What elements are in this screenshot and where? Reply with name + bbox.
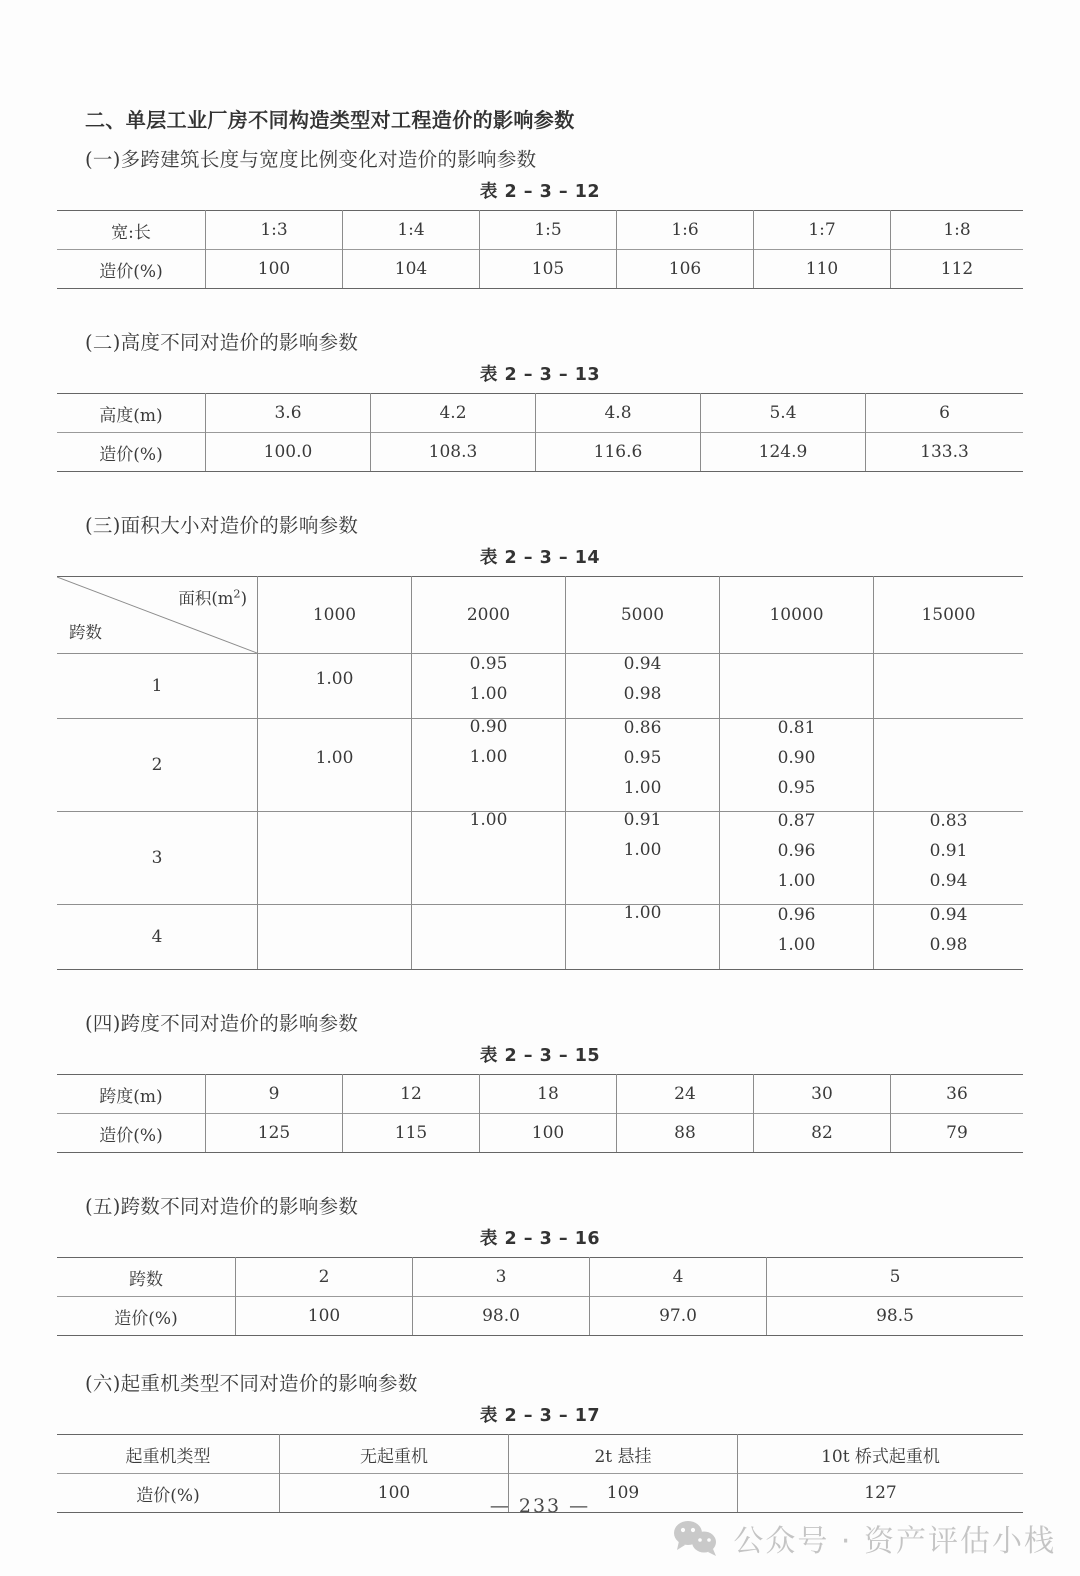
- data-cell: 0.81 0.90 0.95: [720, 719, 874, 812]
- data-cell: [258, 812, 412, 905]
- spacer: [57, 970, 1023, 1008]
- header-cell: 1:3: [206, 211, 343, 250]
- data-cell: 98.5: [767, 1297, 1024, 1336]
- data-cell: 109: [509, 1474, 738, 1513]
- header-cell: 5000: [566, 577, 720, 654]
- section-six-subheading: (六)起重机类型不同对造价的影响参数: [85, 1372, 418, 1395]
- diagonal-header-bottom: 跨数: [69, 623, 102, 642]
- table-row: [57, 1435, 1023, 1474]
- table-2-3-16: [57, 1257, 1023, 1336]
- table-row: [57, 654, 1023, 719]
- data-cell: 115: [343, 1114, 480, 1153]
- data-cell: 0.83 0.91 0.94: [874, 812, 1024, 905]
- table-row: [57, 1114, 1023, 1153]
- data-cell: 1.00: [258, 719, 412, 812]
- section-three: [57, 510, 1023, 970]
- table-row: [57, 1075, 1023, 1114]
- header-cell: 5.4: [701, 394, 866, 433]
- section-five: [57, 1191, 1023, 1336]
- diagonal-header-cell: [57, 577, 258, 654]
- data-cell: 106: [617, 250, 754, 289]
- data-cell: 0.96 1.00: [720, 905, 874, 970]
- table-2-3-12: [57, 210, 1023, 289]
- table-2-3-14: [57, 576, 1023, 970]
- row-label: 2: [57, 719, 258, 812]
- data-cell: 82: [754, 1114, 891, 1153]
- data-cell: 1.00: [258, 654, 412, 719]
- header-cell: 2000: [412, 577, 566, 654]
- row-label: 宽:长: [57, 211, 206, 250]
- data-cell: 0.87 0.96 1.00: [720, 812, 874, 905]
- data-cell: 100: [480, 1114, 617, 1153]
- data-cell: 100: [236, 1297, 413, 1336]
- data-cell: 124.9: [701, 433, 866, 472]
- section-four-caption: 表 2 – 3 – 15: [479, 1046, 601, 1066]
- page-number: — 233 —: [489, 1495, 591, 1517]
- data-cell: 1.00: [412, 812, 566, 905]
- table-row: [57, 250, 1023, 289]
- header-cell: 10000: [720, 577, 874, 654]
- data-cell: 88: [617, 1114, 754, 1153]
- data-cell: [874, 654, 1024, 719]
- data-cell: 79: [891, 1114, 1024, 1153]
- table-row: [57, 812, 1023, 905]
- section-two-subheading: (二)高度不同对造价的影响参数: [85, 331, 359, 354]
- row-label: 起重机类型: [57, 1435, 280, 1474]
- header-cell: 18: [480, 1075, 617, 1114]
- data-cell: 116.6: [536, 433, 701, 472]
- data-cell: 100: [206, 250, 343, 289]
- data-cell: 0.94 0.98: [566, 654, 720, 719]
- header-cell: 36: [891, 1075, 1024, 1114]
- header-cell: 3.6: [206, 394, 371, 433]
- header-cell: 4: [590, 1258, 767, 1297]
- header-cell: 1:8: [891, 211, 1024, 250]
- spacer: [57, 472, 1023, 510]
- table-header-row: [57, 577, 1023, 654]
- header-cell: 无起重机: [280, 1435, 509, 1474]
- row-label: 造价(%): [57, 433, 206, 472]
- header-cell: 1:7: [754, 211, 891, 250]
- page-content: [57, 104, 1023, 1513]
- spacer: [57, 1153, 1023, 1191]
- watermark: [673, 1516, 1056, 1560]
- data-cell: 112: [891, 250, 1024, 289]
- table-row: [57, 905, 1023, 970]
- data-cell: [720, 654, 874, 719]
- table-row: [57, 394, 1023, 433]
- section-two: [57, 327, 1023, 472]
- section-two-caption: 表 2 – 3 – 13: [479, 365, 601, 385]
- row-label: 造价(%): [57, 1297, 236, 1336]
- header-cell: 15000: [874, 577, 1024, 654]
- section-four-subheading: (四)跨度不同对造价的影响参数: [85, 1012, 359, 1035]
- header-cell: 3: [413, 1258, 590, 1297]
- section-five-subheading: (五)跨数不同对造价的影响参数: [85, 1195, 359, 1218]
- header-cell: 4.2: [371, 394, 536, 433]
- data-cell: 110: [754, 250, 891, 289]
- header-cell: 1:6: [617, 211, 754, 250]
- data-cell: 97.0: [590, 1297, 767, 1336]
- header-cell: 1:4: [343, 211, 480, 250]
- header-cell: 24: [617, 1075, 754, 1114]
- row-label: 跨数: [57, 1258, 236, 1297]
- table-row: [57, 211, 1023, 250]
- data-cell: 100: [280, 1474, 509, 1513]
- data-cell: 0.90 1.00: [412, 719, 566, 812]
- header-cell: 4.8: [536, 394, 701, 433]
- data-cell: [874, 719, 1024, 812]
- section-six-caption: 表 2 – 3 – 17: [479, 1406, 601, 1426]
- spacer: [57, 289, 1023, 327]
- data-cell: [412, 905, 566, 970]
- header-cell: 1:5: [480, 211, 617, 250]
- header-cell: 5: [767, 1258, 1024, 1297]
- header-cell: 2t 悬挂: [509, 1435, 738, 1474]
- row-label: 跨度(m): [57, 1075, 206, 1114]
- data-cell: 108.3: [371, 433, 536, 472]
- row-label: 3: [57, 812, 258, 905]
- header-cell: 2: [236, 1258, 413, 1297]
- section-one: [57, 144, 1023, 289]
- data-cell: 100.0: [206, 433, 371, 472]
- table-row: [57, 719, 1023, 812]
- section-five-caption: 表 2 – 3 – 16: [479, 1229, 601, 1249]
- section-three-subheading: (三)面积大小对造价的影响参数: [85, 514, 359, 537]
- header-cell: 9: [206, 1075, 343, 1114]
- header-cell: 12: [343, 1075, 480, 1114]
- diagonal-header-top: 面积$(m^2)$: [178, 587, 247, 608]
- header-cell: 1000: [258, 577, 412, 654]
- watermark-text: 公众号 · 资产评估小栈: [733, 1524, 1056, 1559]
- section-one-caption: 表 2 – 3 – 12: [479, 182, 601, 202]
- header-cell: 10t 桥式起重机: [738, 1435, 1024, 1474]
- row-label: 1: [57, 654, 258, 719]
- section-four: [57, 1008, 1023, 1153]
- section-one-subheading: (一)多跨建筑长度与宽度比例变化对造价的影响参数: [85, 148, 537, 171]
- data-cell: 1.00: [566, 905, 720, 970]
- section-six: [57, 1368, 1023, 1513]
- row-label: 造价(%): [57, 1114, 206, 1153]
- header-cell: 6: [866, 394, 1024, 433]
- table-row: [57, 433, 1023, 472]
- table-2-3-13: [57, 393, 1023, 472]
- data-cell: [258, 905, 412, 970]
- data-cell: 133.3: [866, 433, 1024, 472]
- spacer: [57, 1336, 1023, 1368]
- wechat-icon: [673, 1519, 719, 1557]
- data-cell: 0.86 0.95 1.00: [566, 719, 720, 812]
- data-cell: 0.94 0.98: [874, 905, 1024, 970]
- data-cell: 0.91 1.00: [566, 812, 720, 905]
- data-cell: 127: [738, 1474, 1024, 1513]
- data-cell: 125: [206, 1114, 343, 1153]
- data-cell: 98.0: [413, 1297, 590, 1336]
- row-label: 4: [57, 905, 258, 970]
- table-row: [57, 1297, 1023, 1336]
- row-label: 造价(%): [57, 250, 206, 289]
- section-three-caption: 表 2 – 3 – 14: [479, 548, 601, 568]
- row-label: 造价(%): [57, 1474, 280, 1513]
- data-cell: 104: [343, 250, 480, 289]
- table-2-3-15: [57, 1074, 1023, 1153]
- page-heading: 二、单层工业厂房不同构造类型对工程造价的影响参数: [85, 108, 575, 132]
- header-cell: 30: [754, 1075, 891, 1114]
- data-cell: 0.95 1.00: [412, 654, 566, 719]
- row-label: 高度(m): [57, 394, 206, 433]
- table-row: [57, 1258, 1023, 1297]
- data-cell: 105: [480, 250, 617, 289]
